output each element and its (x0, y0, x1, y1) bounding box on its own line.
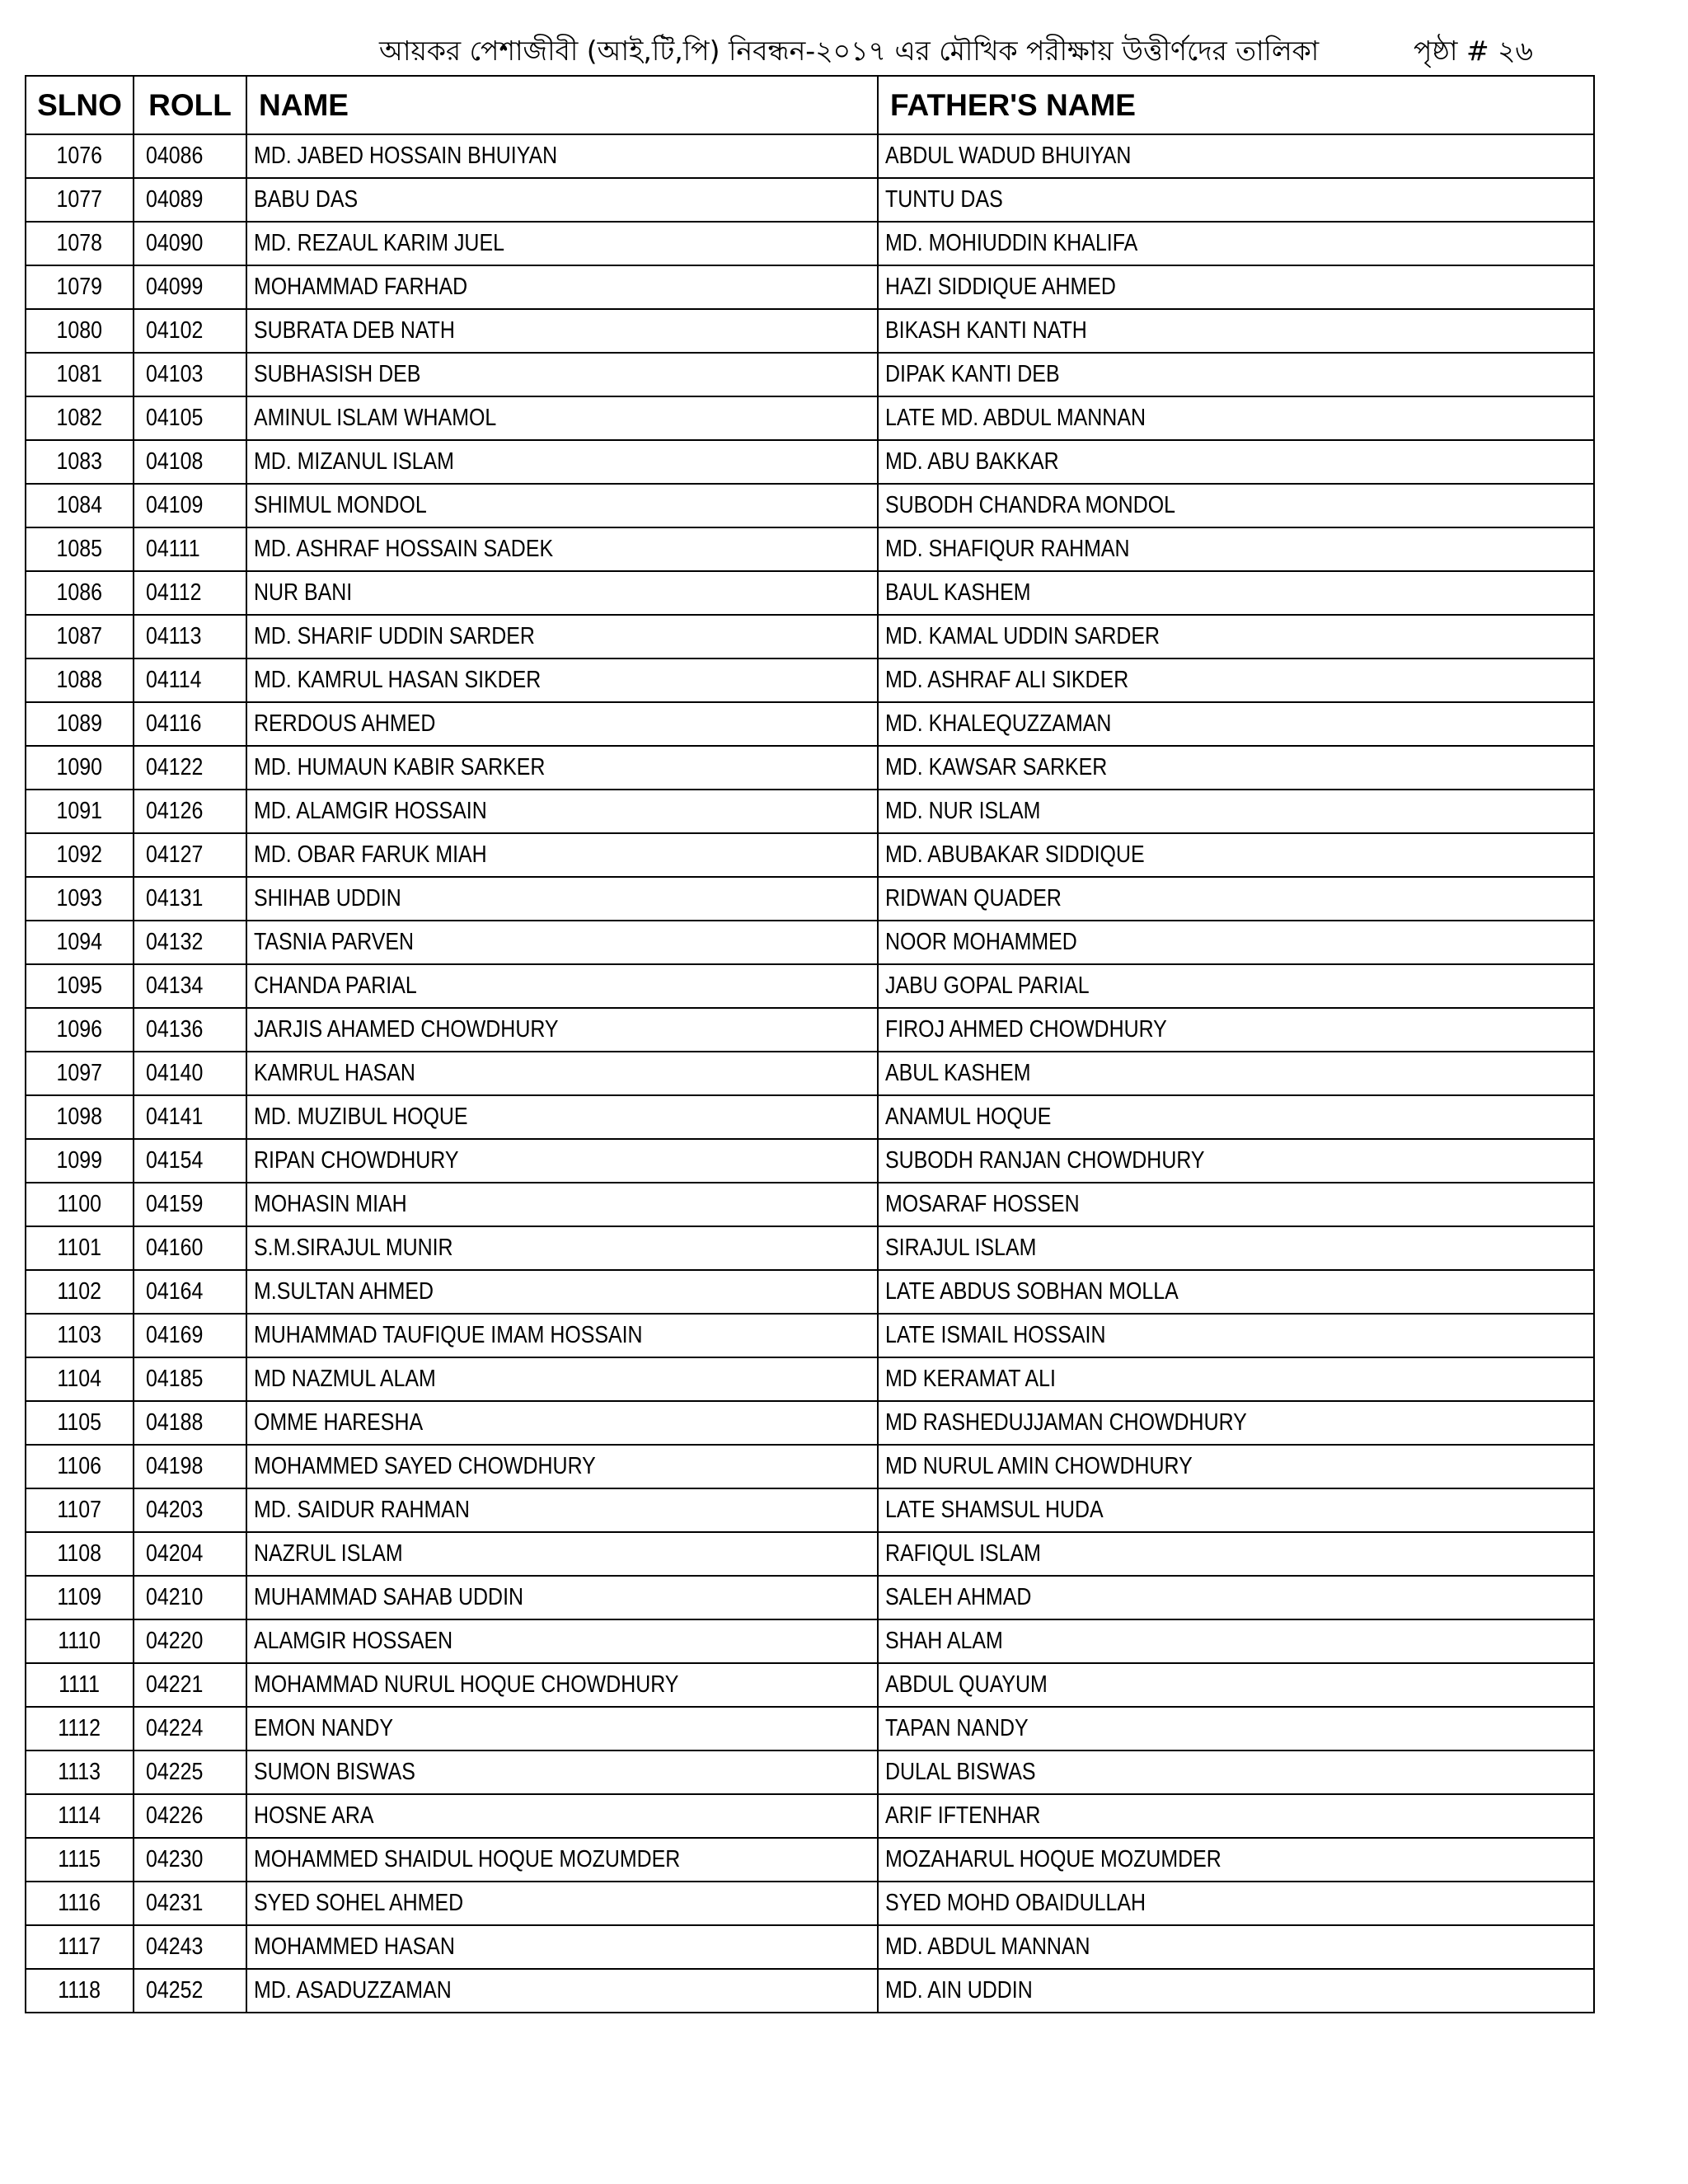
name-cell: ALAMGIR HOSSAEN (246, 1619, 878, 1663)
roll-cell: 04230 (134, 1838, 246, 1882)
table-row (26, 1969, 1594, 2013)
table-row (26, 1838, 1594, 1882)
fathers-name-cell: MD. KHALEQUZZAMAN (878, 702, 1594, 746)
roll-cell: 04226 (134, 1794, 246, 1838)
roll-cell: 04221 (134, 1663, 246, 1707)
name-cell: CHANDA PARIAL (246, 964, 878, 1008)
name-cell: MD. SHARIF UDDIN SARDER (246, 615, 878, 658)
roll-cell: 04109 (134, 484, 246, 527)
name-cell: MD. KAMRUL HASAN SIKDER (246, 658, 878, 702)
name-cell: EMON NANDY (246, 1707, 878, 1750)
slno-cell: 1094 (26, 921, 134, 964)
fathers-name-cell: BIKASH KANTI NATH (878, 309, 1594, 353)
fathers-name-cell: NOOR MOHAMMED (878, 921, 1594, 964)
table-row (26, 746, 1594, 790)
fathers-name-cell: MD. AIN UDDIN (878, 1969, 1594, 2013)
fathers-name-cell: LATE ABDUS SOBHAN MOLLA (878, 1270, 1594, 1314)
name-cell: MD. SAIDUR RAHMAN (246, 1488, 878, 1532)
name-cell: MUHAMMAD TAUFIQUE IMAM HOSSAIN (246, 1314, 878, 1357)
table-row (26, 265, 1594, 309)
fathers-name-cell: MD. ASHRAF ALI SIKDER (878, 658, 1594, 702)
name-cell: MOHAMMED SAYED CHOWDHURY (246, 1445, 878, 1488)
slno-cell: 1102 (26, 1270, 134, 1314)
name-cell: MD. HUMAUN KABIR SARKER (246, 746, 878, 790)
name-cell: KAMRUL HASAN (246, 1052, 878, 1095)
slno-cell: 1105 (26, 1401, 134, 1445)
name-cell: MD NAZMUL ALAM (246, 1357, 878, 1401)
table-row (26, 1882, 1594, 1925)
name-cell: MD. MIZANUL ISLAM (246, 440, 878, 484)
fathers-name-cell: DULAL BISWAS (878, 1750, 1594, 1794)
roll-cell: 04224 (134, 1707, 246, 1750)
table-row (26, 222, 1594, 265)
roll-cell: 04169 (134, 1314, 246, 1357)
name-cell: TASNIA PARVEN (246, 921, 878, 964)
roll-cell: 04105 (134, 396, 246, 440)
roll-cell: 04108 (134, 440, 246, 484)
name-cell: HOSNE ARA (246, 1794, 878, 1838)
name-cell: AMINUL ISLAM WHAMOL (246, 396, 878, 440)
roll-cell: 04131 (134, 877, 246, 921)
table-row (26, 877, 1594, 921)
slno-cell: 1107 (26, 1488, 134, 1532)
roll-cell: 04198 (134, 1445, 246, 1488)
name-cell: MUHAMMAD SAHAB UDDIN (246, 1576, 878, 1619)
name-cell: MD. OBAR FARUK MIAH (246, 833, 878, 877)
table-row (26, 1925, 1594, 1969)
roll-cell: 04132 (134, 921, 246, 964)
roll-cell: 04134 (134, 964, 246, 1008)
roll-cell: 04210 (134, 1576, 246, 1619)
fathers-name-cell: MD. ABUBAKAR SIDDIQUE (878, 833, 1594, 877)
slno-cell: 1116 (26, 1882, 134, 1925)
fathers-name-cell: SYED MOHD OBAIDULLAH (878, 1882, 1594, 1925)
roll-cell: 04185 (134, 1357, 246, 1401)
slno-cell: 1101 (26, 1226, 134, 1270)
table-row (26, 658, 1594, 702)
fathers-name-cell: HAZI SIDDIQUE AHMED (878, 265, 1594, 309)
slno-cell: 1085 (26, 527, 134, 571)
name-cell: NAZRUL ISLAM (246, 1532, 878, 1576)
fathers-name-cell: MD. KAWSAR SARKER (878, 746, 1594, 790)
name-cell: MOHAMMAD FARHAD (246, 265, 878, 309)
name-cell: S.M.SIRAJUL MUNIR (246, 1226, 878, 1270)
slno-cell: 1088 (26, 658, 134, 702)
table-row (26, 1663, 1594, 1707)
table-row (26, 790, 1594, 833)
table-row (26, 1357, 1594, 1401)
column-header-name: NAME (246, 76, 878, 134)
roll-cell: 04188 (134, 1401, 246, 1445)
name-cell: MD. JABED HOSSAIN BHUIYAN (246, 134, 878, 178)
fathers-name-cell: MD NURUL AMIN CHOWDHURY (878, 1445, 1594, 1488)
table-row (26, 1139, 1594, 1183)
fathers-name-cell: ARIF IFTENHAR (878, 1794, 1594, 1838)
roll-cell: 04220 (134, 1619, 246, 1663)
table-row (26, 702, 1594, 746)
name-cell: SYED SOHEL AHMED (246, 1882, 878, 1925)
fathers-name-cell: SUBODH RANJAN CHOWDHURY (878, 1139, 1594, 1183)
slno-cell: 1095 (26, 964, 134, 1008)
table-row (26, 833, 1594, 877)
fathers-name-cell: MD. NUR ISLAM (878, 790, 1594, 833)
slno-cell: 1079 (26, 265, 134, 309)
table-row (26, 1445, 1594, 1488)
fathers-name-cell: TAPAN NANDY (878, 1707, 1594, 1750)
table-row (26, 1183, 1594, 1226)
slno-cell: 1080 (26, 309, 134, 353)
slno-cell: 1104 (26, 1357, 134, 1401)
roll-cell: 04204 (134, 1532, 246, 1576)
table-row (26, 1532, 1594, 1576)
column-header-slno: SLNO (26, 76, 134, 134)
slno-cell: 1089 (26, 702, 134, 746)
slno-cell: 1083 (26, 440, 134, 484)
roll-cell: 04141 (134, 1095, 246, 1139)
roll-cell: 04086 (134, 134, 246, 178)
table-row (26, 178, 1594, 222)
fathers-name-cell: MD. ABDUL MANNAN (878, 1925, 1594, 1969)
slno-cell: 1111 (26, 1663, 134, 1707)
slno-cell: 1086 (26, 571, 134, 615)
table-row (26, 1052, 1594, 1095)
slno-cell: 1090 (26, 746, 134, 790)
fathers-name-cell: ABDUL QUAYUM (878, 1663, 1594, 1707)
table-row (26, 1707, 1594, 1750)
fathers-name-cell: SIRAJUL ISLAM (878, 1226, 1594, 1270)
table-row (26, 1095, 1594, 1139)
fathers-name-cell: MOZAHARUL HOQUE MOZUMDER (878, 1838, 1594, 1882)
slno-cell: 1112 (26, 1707, 134, 1750)
slno-cell: 1077 (26, 178, 134, 222)
table-header-row (26, 76, 1594, 134)
slno-cell: 1115 (26, 1838, 134, 1882)
page-header (0, 25, 1688, 74)
table-row (26, 134, 1594, 178)
name-cell: SHIHAB UDDIN (246, 877, 878, 921)
table-row (26, 1226, 1594, 1270)
table-row (26, 615, 1594, 658)
slno-cell: 1108 (26, 1532, 134, 1576)
table-row (26, 964, 1594, 1008)
slno-cell: 1117 (26, 1925, 134, 1969)
fathers-name-cell: MD. SHAFIQUR RAHMAN (878, 527, 1594, 571)
roll-cell: 04126 (134, 790, 246, 833)
roll-cell: 04127 (134, 833, 246, 877)
roll-cell: 04089 (134, 178, 246, 222)
roll-cell: 04164 (134, 1270, 246, 1314)
name-cell: MOHASIN MIAH (246, 1183, 878, 1226)
slno-cell: 1087 (26, 615, 134, 658)
name-cell: RERDOUS AHMED (246, 702, 878, 746)
fathers-name-cell: ANAMUL HOQUE (878, 1095, 1594, 1139)
page-title: আয়কর পেশাজীবী (আই,টি,পি) নিবন্ধন-২০১৭ এর মৌখিক পরীক্ষায় উত্তীর্ণদের তালিকা (379, 35, 1320, 67)
roll-cell: 04154 (134, 1139, 246, 1183)
fathers-name-cell: FIROJ AHMED CHOWDHURY (878, 1008, 1594, 1052)
name-cell: MD. ASADUZZAMAN (246, 1969, 878, 2013)
name-cell: M.SULTAN AHMED (246, 1270, 878, 1314)
slno-cell: 1082 (26, 396, 134, 440)
fathers-name-cell: RAFIQUL ISLAM (878, 1532, 1594, 1576)
table-row (26, 1794, 1594, 1838)
roll-cell: 04140 (134, 1052, 246, 1095)
slno-cell: 1106 (26, 1445, 134, 1488)
name-cell: NUR BANI (246, 571, 878, 615)
name-cell: SUMON BISWAS (246, 1750, 878, 1794)
name-cell: JARJIS AHAMED CHOWDHURY (246, 1008, 878, 1052)
name-cell: SUBRATA DEB NATH (246, 309, 878, 353)
fathers-name-cell: MD KERAMAT ALI (878, 1357, 1594, 1401)
table-row (26, 484, 1594, 527)
roll-cell: 04102 (134, 309, 246, 353)
name-cell: SUBHASISH DEB (246, 353, 878, 396)
slno-cell: 1096 (26, 1008, 134, 1052)
slno-cell: 1110 (26, 1619, 134, 1663)
table-row (26, 1619, 1594, 1663)
roll-cell: 04225 (134, 1750, 246, 1794)
name-cell: MD. MUZIBUL HOQUE (246, 1095, 878, 1139)
table-body (26, 134, 1594, 2013)
slno-cell: 1076 (26, 134, 134, 178)
fathers-name-cell: MD RASHEDUJJAMAN CHOWDHURY (878, 1401, 1594, 1445)
roll-cell: 04159 (134, 1183, 246, 1226)
fathers-name-cell: LATE SHAMSUL HUDA (878, 1488, 1594, 1532)
roll-cell: 04252 (134, 1969, 246, 2013)
table-row (26, 527, 1594, 571)
roll-cell: 04116 (134, 702, 246, 746)
fathers-name-cell: SHAH ALAM (878, 1619, 1594, 1663)
fathers-name-cell: SALEH AHMAD (878, 1576, 1594, 1619)
name-cell: MOHAMMED SHAIDUL HOQUE MOZUMDER (246, 1838, 878, 1882)
name-cell: MD. ALAMGIR HOSSAIN (246, 790, 878, 833)
name-cell: MOHAMMAD NURUL HOQUE CHOWDHURY (246, 1663, 878, 1707)
slno-cell: 1078 (26, 222, 134, 265)
fathers-name-cell: MD. ABU BAKKAR (878, 440, 1594, 484)
fathers-name-cell: BAUL KASHEM (878, 571, 1594, 615)
slno-cell: 1093 (26, 877, 134, 921)
table-row (26, 1270, 1594, 1314)
name-cell: MD. ASHRAF HOSSAIN SADEK (246, 527, 878, 571)
column-header-fathers-name: FATHER'S NAME (878, 76, 1594, 134)
fathers-name-cell: ABDUL WADUD BHUIYAN (878, 134, 1594, 178)
slno-cell: 1103 (26, 1314, 134, 1357)
table-row (26, 309, 1594, 353)
roll-cell: 04103 (134, 353, 246, 396)
slno-cell: 1099 (26, 1139, 134, 1183)
roll-cell: 04122 (134, 746, 246, 790)
slno-cell: 1114 (26, 1794, 134, 1838)
fathers-name-cell: MOSARAF HOSSEN (878, 1183, 1594, 1226)
fathers-name-cell: LATE MD. ABDUL MANNAN (878, 396, 1594, 440)
slno-cell: 1097 (26, 1052, 134, 1095)
page-number: পৃষ্ঠা # ২৬ (1414, 35, 1534, 67)
roll-cell: 04203 (134, 1488, 246, 1532)
fathers-name-cell: LATE ISMAIL HOSSAIN (878, 1314, 1594, 1357)
fathers-name-cell: MD. KAMAL UDDIN SARDER (878, 615, 1594, 658)
roll-cell: 04090 (134, 222, 246, 265)
table-row (26, 1488, 1594, 1532)
roll-cell: 04113 (134, 615, 246, 658)
roll-cell: 04231 (134, 1882, 246, 1925)
fathers-name-cell: SUBODH CHANDRA MONDOL (878, 484, 1594, 527)
fathers-name-cell: DIPAK KANTI DEB (878, 353, 1594, 396)
name-cell: BABU DAS (246, 178, 878, 222)
roll-cell: 04114 (134, 658, 246, 702)
roll-cell: 04243 (134, 1925, 246, 1969)
slno-cell: 1109 (26, 1576, 134, 1619)
roll-cell: 04099 (134, 265, 246, 309)
results-table (25, 75, 1595, 2013)
table-row (26, 1008, 1594, 1052)
slno-cell: 1091 (26, 790, 134, 833)
slno-cell: 1100 (26, 1183, 134, 1226)
name-cell: MOHAMMED HASAN (246, 1925, 878, 1969)
slno-cell: 1098 (26, 1095, 134, 1139)
slno-cell: 1081 (26, 353, 134, 396)
table-row (26, 571, 1594, 615)
slno-cell: 1092 (26, 833, 134, 877)
name-cell: MD. REZAUL KARIM JUEL (246, 222, 878, 265)
name-cell: OMME HARESHA (246, 1401, 878, 1445)
roll-cell: 04136 (134, 1008, 246, 1052)
table-row (26, 396, 1594, 440)
table-row (26, 440, 1594, 484)
table-row (26, 921, 1594, 964)
slno-cell: 1113 (26, 1750, 134, 1794)
fathers-name-cell: ABUL KASHEM (878, 1052, 1594, 1095)
fathers-name-cell: TUNTU DAS (878, 178, 1594, 222)
roll-cell: 04160 (134, 1226, 246, 1270)
table-row (26, 1576, 1594, 1619)
name-cell: RIPAN CHOWDHURY (246, 1139, 878, 1183)
roll-cell: 04112 (134, 571, 246, 615)
table-row (26, 353, 1594, 396)
name-cell: SHIMUL MONDOL (246, 484, 878, 527)
table-row (26, 1314, 1594, 1357)
table-row (26, 1401, 1594, 1445)
fathers-name-cell: JABU GOPAL PARIAL (878, 964, 1594, 1008)
table-row (26, 1750, 1594, 1794)
slno-cell: 1118 (26, 1969, 134, 2013)
roll-cell: 04111 (134, 527, 246, 571)
column-header-roll: ROLL (134, 76, 246, 134)
slno-cell: 1084 (26, 484, 134, 527)
fathers-name-cell: RIDWAN QUADER (878, 877, 1594, 921)
fathers-name-cell: MD. MOHIUDDIN KHALIFA (878, 222, 1594, 265)
